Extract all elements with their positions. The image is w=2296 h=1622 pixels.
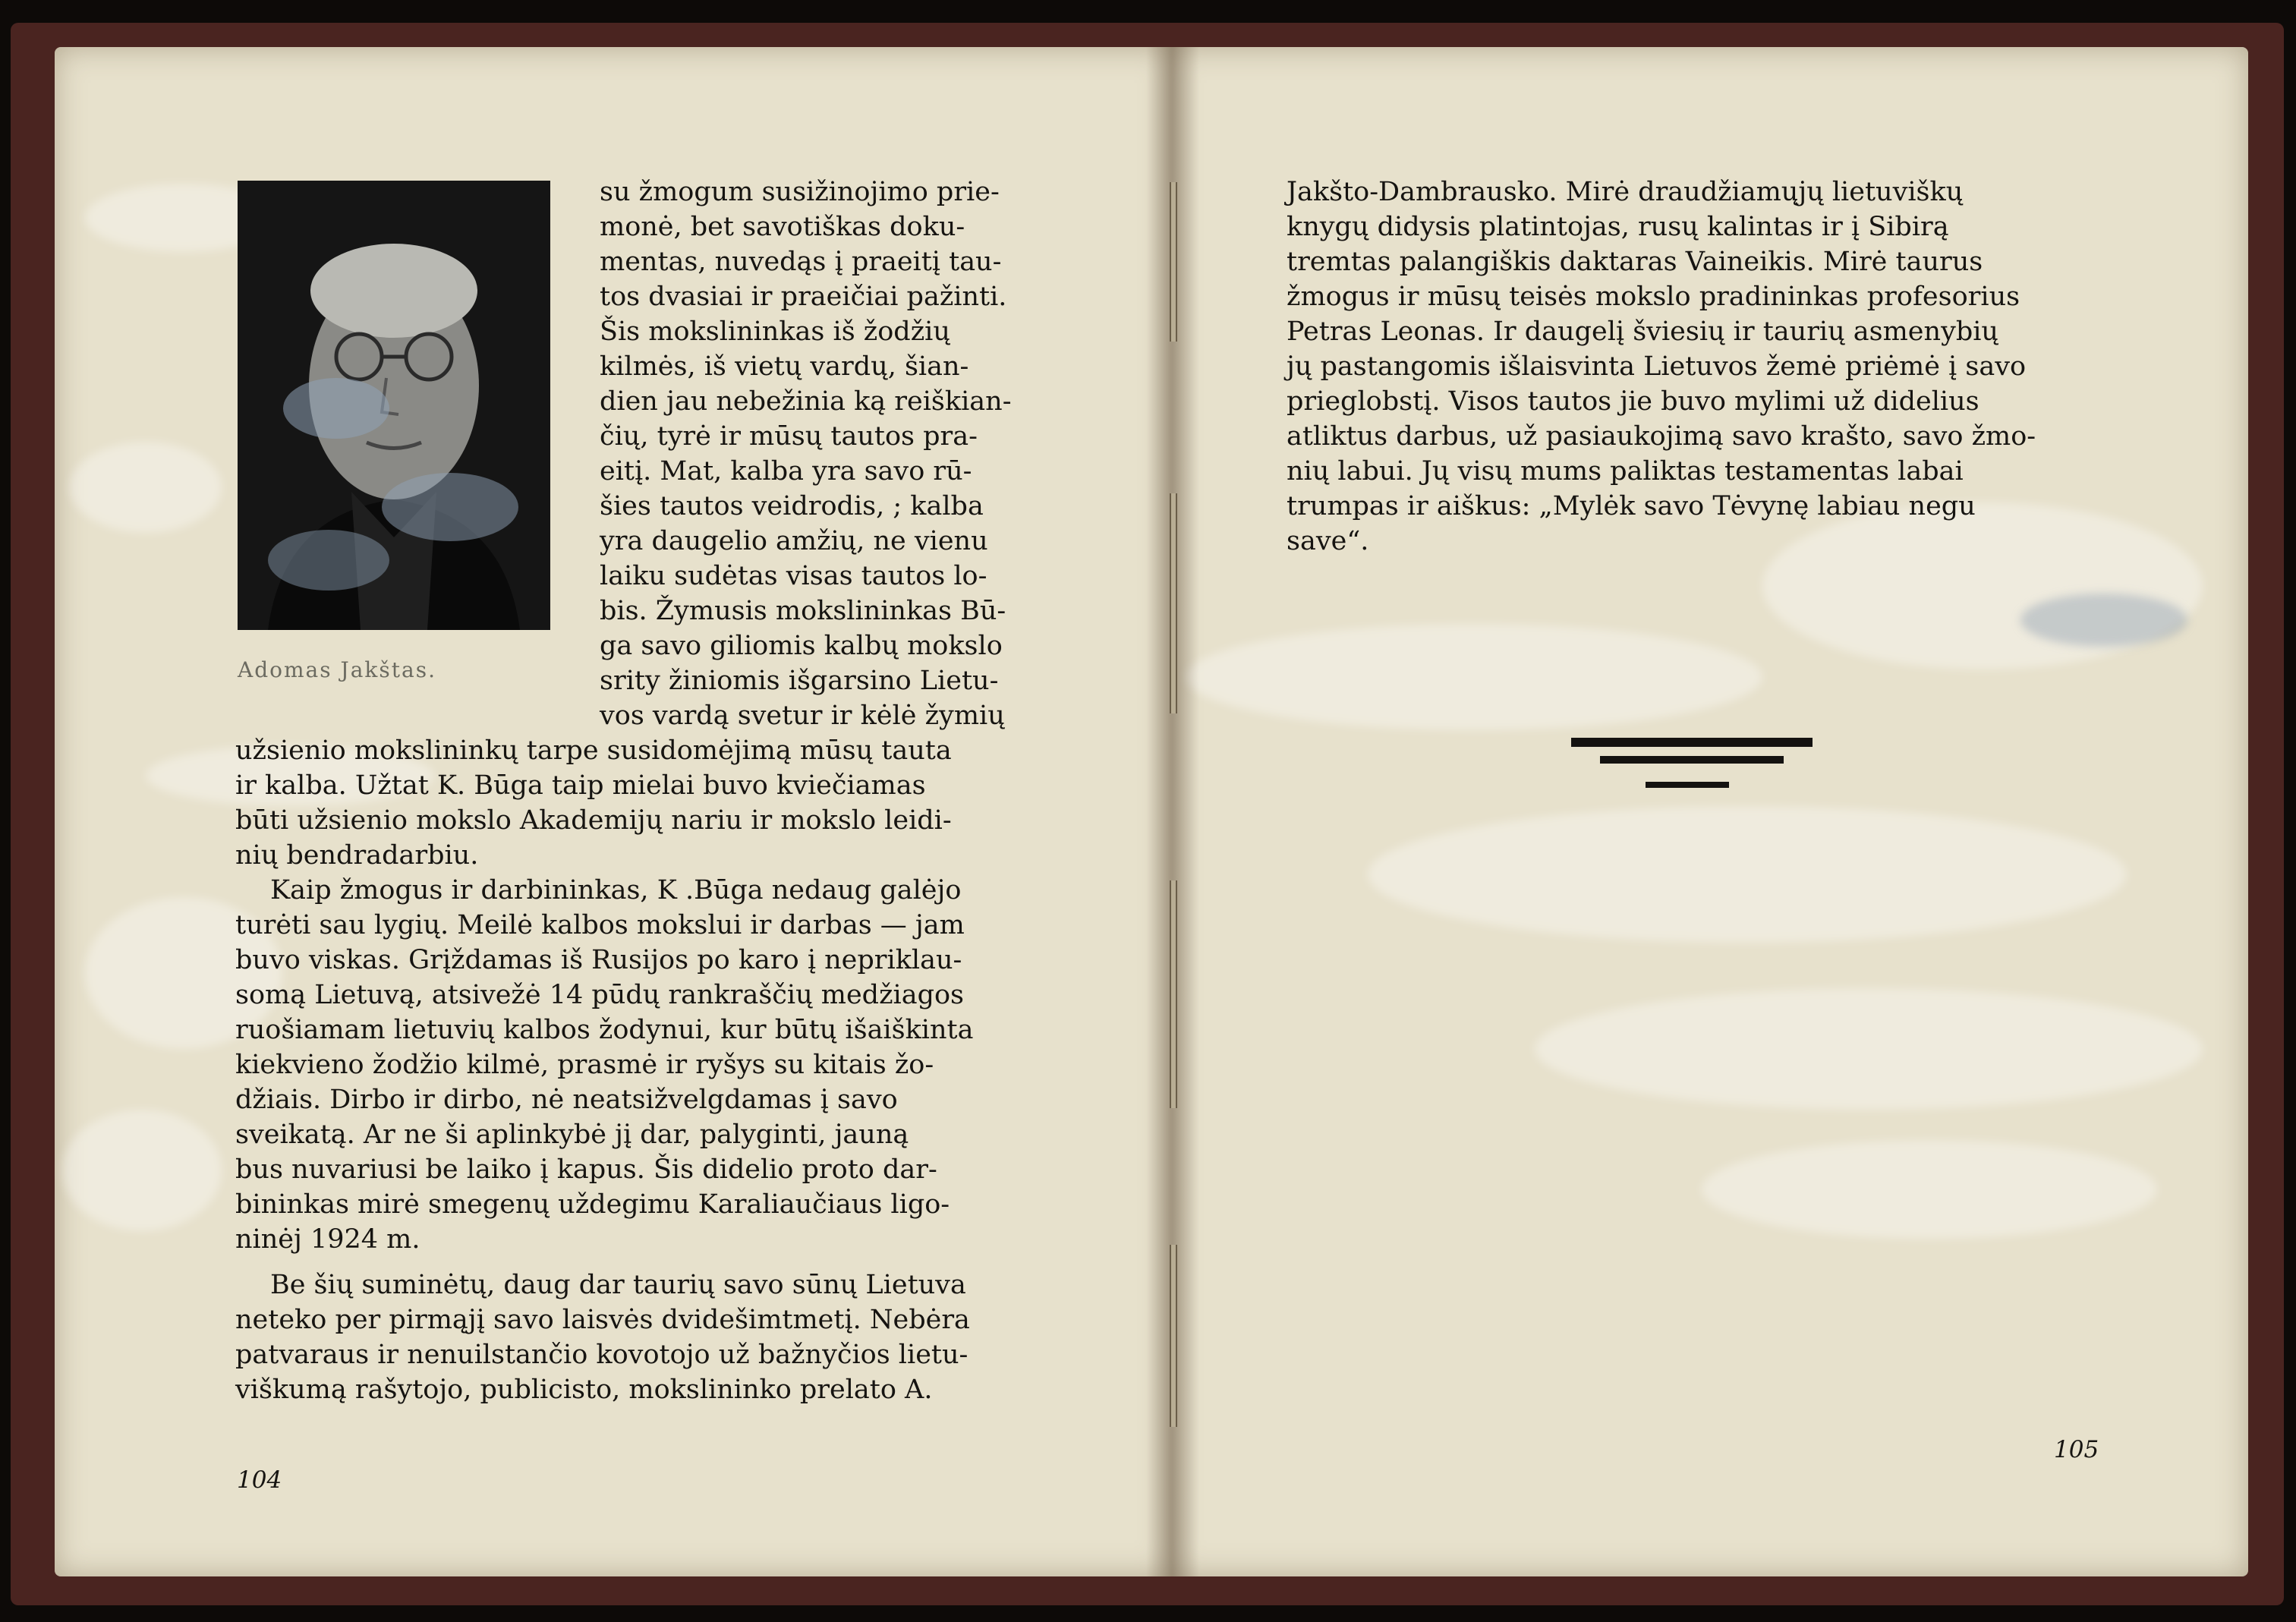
text-line: dien jau nebežinia ką reiškian- — [600, 386, 1012, 417]
paper-stain — [2020, 594, 2187, 647]
text-line: Šis mokslininkas iš žodžių — [600, 317, 950, 347]
text-line: ruošiamam lietuvių kalbos žodynui, kur būtų išaiškinta — [235, 1015, 974, 1045]
text-line: tos dvasiai ir praeičiai pažinti. — [600, 282, 1007, 312]
text-line: ga savo giliomis kalbų mokslo — [600, 631, 1003, 661]
text-line: tremtas palangiškis daktaras Vaineikis. Mirė taurus — [1287, 247, 1983, 277]
text-line: eitį. Mat, kalba yra savo rū- — [600, 456, 972, 487]
paper-stain — [70, 442, 222, 533]
rule-line — [1600, 756, 1784, 764]
text-line: somą Lietuvą, atsivežė 14 pūdų rankraščių medžiagos — [235, 980, 965, 1010]
paper-stain — [1535, 988, 2203, 1110]
photo-caption: Adomas Jakštas. — [238, 657, 436, 682]
text-line: būti užsienio mokslo Akademijų nariu ir mokslo leidi- — [235, 805, 952, 836]
text-line: patvaraus ir nenuilstančio kovotojo už bažnyčios lietu- — [235, 1340, 968, 1370]
page-number-right: 105 — [2054, 1436, 2099, 1463]
text-line: bis. Žymusis mokslininkas Bū- — [600, 596, 1006, 626]
text-line: nių labui. Jų visų mums paliktas testamentas labai — [1287, 456, 1964, 487]
text-line: mentas, nuvedąs į praeitį tau- — [600, 247, 1002, 277]
paper-stain — [1702, 1140, 2157, 1239]
text-line: čių, tyrė ir mūsų tautos pra- — [600, 421, 978, 452]
binding-thread — [1170, 1245, 1177, 1427]
page-number-left: 104 — [237, 1466, 282, 1494]
rule-line — [1571, 738, 1813, 747]
text-line: trumpas ir aiškus: „Mylėk savo Tėvynę labiau negu — [1287, 491, 1976, 521]
portrait-photo — [238, 181, 550, 630]
paper-stain — [62, 1110, 222, 1231]
text-line: Petras Leonas. Ir daugelį šviesių ir taurių asmenybių — [1287, 317, 1998, 347]
text-line: turėti sau lygių. Meilė kalbos mokslui ir darbas — jam — [235, 910, 965, 940]
text-line: atliktus darbus, už pasiaukojimą savo krašto, savo žmo- — [1287, 421, 2036, 452]
text-line: Kaip žmogus ir darbininkas, K .Būga nedaug galėjo — [270, 875, 962, 905]
paper-stain — [1186, 624, 1762, 730]
binding-thread — [1170, 880, 1177, 1108]
text-line: knygų didysis platintojas, rusų kalintas ir į Sibirą — [1287, 212, 1949, 242]
text-line: srity žiniomis išgarsino Lietu- — [600, 666, 999, 696]
text-line: save“. — [1287, 526, 1369, 556]
text-line: šies tautos veidrodis, ; kalba — [600, 491, 984, 521]
text-line: Be šių suminėtų, daug dar taurių savo sūnų Lietuva — [270, 1270, 966, 1300]
text-line: viškumą rašytojo, publicisto, mokslininko prelato A. — [235, 1375, 933, 1405]
text-line: neteko per pirmąjį savo laisvės dvidešimtmetį. Nebėra — [235, 1305, 970, 1335]
text-line: vos vardą svetur ir kėlė žymių — [600, 701, 1005, 731]
text-line: yra daugelio amžių, ne vienu — [600, 526, 988, 556]
text-line: kiekvieno žodžio kilmė, prasmė ir ryšys su kitais žo- — [235, 1050, 934, 1080]
text-line: ninėj 1924 m. — [235, 1224, 420, 1255]
text-line: Jakšto-Dambrausko. Mirė draudžiamųjų lietuviškų — [1287, 177, 1964, 207]
text-line: su žmogum susižinojimo prie- — [600, 177, 1000, 207]
text-line: laiku sudėtas visas tautos lo- — [600, 561, 987, 591]
rule-line — [1646, 782, 1729, 788]
binding-thread — [1170, 182, 1177, 342]
text-line: nių bendradarbiu. — [235, 840, 479, 871]
text-line: monė, bet savotiškas doku- — [600, 212, 965, 242]
text-line: užsienio mokslininkų tarpe susidomėjimą mūsų tauta — [235, 735, 952, 766]
text-line: sveikatą. Ar ne ši aplinkybė jį dar, palyginti, jauną — [235, 1120, 909, 1150]
text-line: buvo viskas. Grįždamas iš Rusijos po karo į nepriklau- — [235, 945, 962, 975]
text-line: džiais. Dirbo ir dirbo, nė neatsižvelgdamas į savo — [235, 1085, 898, 1115]
portrait-image — [238, 181, 550, 630]
binding-thread — [1170, 493, 1177, 713]
text-line: kilmės, iš vietų vardų, šian- — [600, 351, 969, 382]
text-line: prieglobstį. Visos tautos jie buvo mylimi už didelius — [1287, 386, 1979, 417]
text-line: ir kalba. Užtat K. Būga taip mielai buvo kviečiamas — [235, 770, 926, 801]
text-line: bininkas mirė smegenų uždegimu Karaliaučiaus ligo- — [235, 1189, 950, 1220]
paper-stain — [1368, 806, 2127, 943]
text-line: žmogus ir mūsų teisės mokslo pradininkas profesorius — [1287, 282, 2020, 312]
text-line: jų pastangomis išlaisvinta Lietuvos žemė priėmė į savo — [1287, 351, 2027, 382]
text-line: bus nuvariusi be laiko į kapus. Šis didelio proto dar- — [235, 1154, 937, 1185]
